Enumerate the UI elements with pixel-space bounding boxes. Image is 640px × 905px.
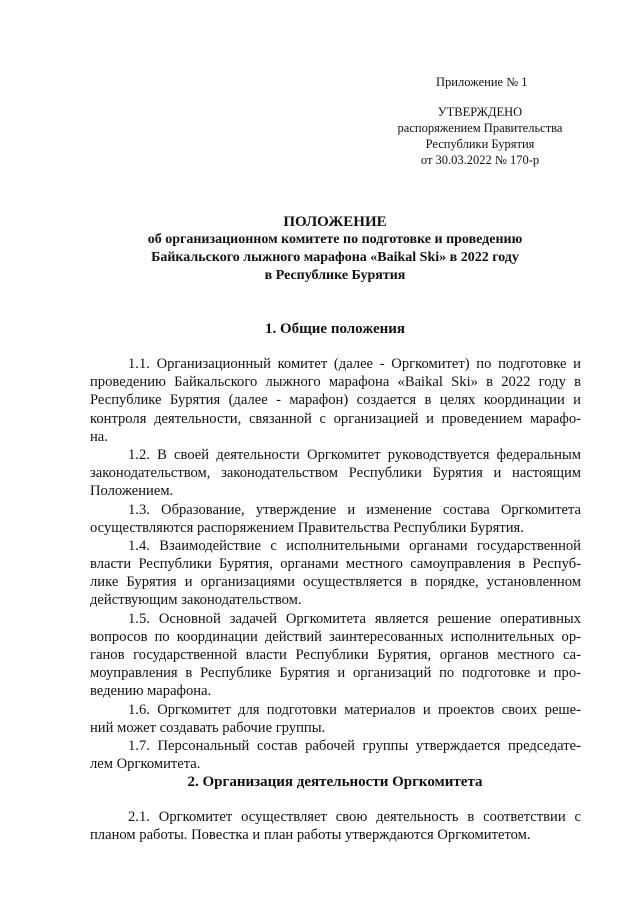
text-line: 1.3. Образование, утверждение и изменение состава Оргкомитета: [128, 501, 581, 518]
title-main: ПОЛОЖЕНИЕ: [283, 214, 387, 230]
text-line: 1.6. Оргкомитет для подготовки материалов и проектов своих реше-: [128, 701, 581, 718]
text-line: действующим законодательством.: [90, 592, 302, 609]
text-line: вопросов по координации действий заинтересованных исполнительных ор-: [90, 628, 581, 645]
title-line-1: об организационном комитете по подготовке и проведению: [147, 232, 523, 247]
appendix-label: Приложение № 1: [436, 75, 528, 89]
text-line: ний может создавать рабочие группы.: [90, 719, 326, 736]
section-2-body: [90, 808, 581, 844]
text-line: 1.1. Организационный комитет (далее - Оргкомитет) по подготовке и: [128, 356, 581, 372]
text-line: 2.1. Оргкомитет осуществляет свою деятельность в соответствии с: [128, 809, 581, 825]
text-line: планом работы. Повестка и план работы утверждаются Оргкомитетом.: [90, 827, 531, 844]
text-line: законодательством, законодательством Республики Бурятия и настоящим: [90, 465, 581, 482]
section-1-body: [90, 355, 581, 773]
text-line: ганов государственной власти Республики Бурятия, органов местного са-: [90, 647, 581, 663]
title-line-3: в Республике Бурятия: [264, 268, 406, 283]
text-line: 1.4. Взаимодействие с исполнительными органами государственной: [128, 537, 581, 554]
approved-by-line-2: Республики Бурятия: [425, 137, 535, 151]
text-line: лике Бурятия и организациями осуществляется в порядке, установленном: [90, 574, 581, 591]
section-1-heading: 1. Общие положения: [264, 321, 406, 337]
text-line: на.: [90, 428, 108, 445]
text-line: моуправления в Республике Бурятия и организаций по подготовке и про-: [90, 665, 581, 682]
text-line: 1.5. Основной задачей Оргкомитета является решение оперативных: [128, 610, 581, 627]
text-line: Положением.: [90, 483, 174, 500]
document-title: [90, 213, 580, 285]
approved-word: УТВЕРЖДЕНО: [437, 105, 523, 119]
text-line: ведению марафона.: [90, 683, 212, 700]
approved-by-line-1: распоряжением Правительства: [397, 121, 563, 135]
text-line: 1.2. В своей деятельности Оргкомитет руководствуется федеральным: [128, 446, 581, 463]
text-line: проведению Байкальского лыжного марафона «Baikal Ski» в 2022 году в: [90, 374, 581, 391]
text-line: 1.7. Персональный состав рабочей группы утверждается председате-: [128, 737, 581, 754]
text-line: власти Республики Бурятия, органами местного самоуправления в Респуб-: [90, 556, 581, 573]
text-line: контроля деятельности, связанной с организацией и проведением марафо-: [90, 410, 581, 427]
text-line: лем Оргкомитета.: [90, 756, 201, 773]
title-line-2: Байкальского лыжного марафона «Baikal Ski» в 2022 году: [151, 250, 519, 265]
approval-stamp: [380, 104, 580, 168]
section-2-heading: 2. Организация деятельности Оргкомитета: [187, 774, 483, 790]
text-line: Республике Бурятия (далее - марафон) создается в целях координации и: [90, 392, 581, 409]
text-line: осуществляются распоряжением Правительства Республики Бурятия.: [90, 519, 524, 536]
approved-date: от 30.03.2022 № 170-р: [420, 153, 540, 167]
